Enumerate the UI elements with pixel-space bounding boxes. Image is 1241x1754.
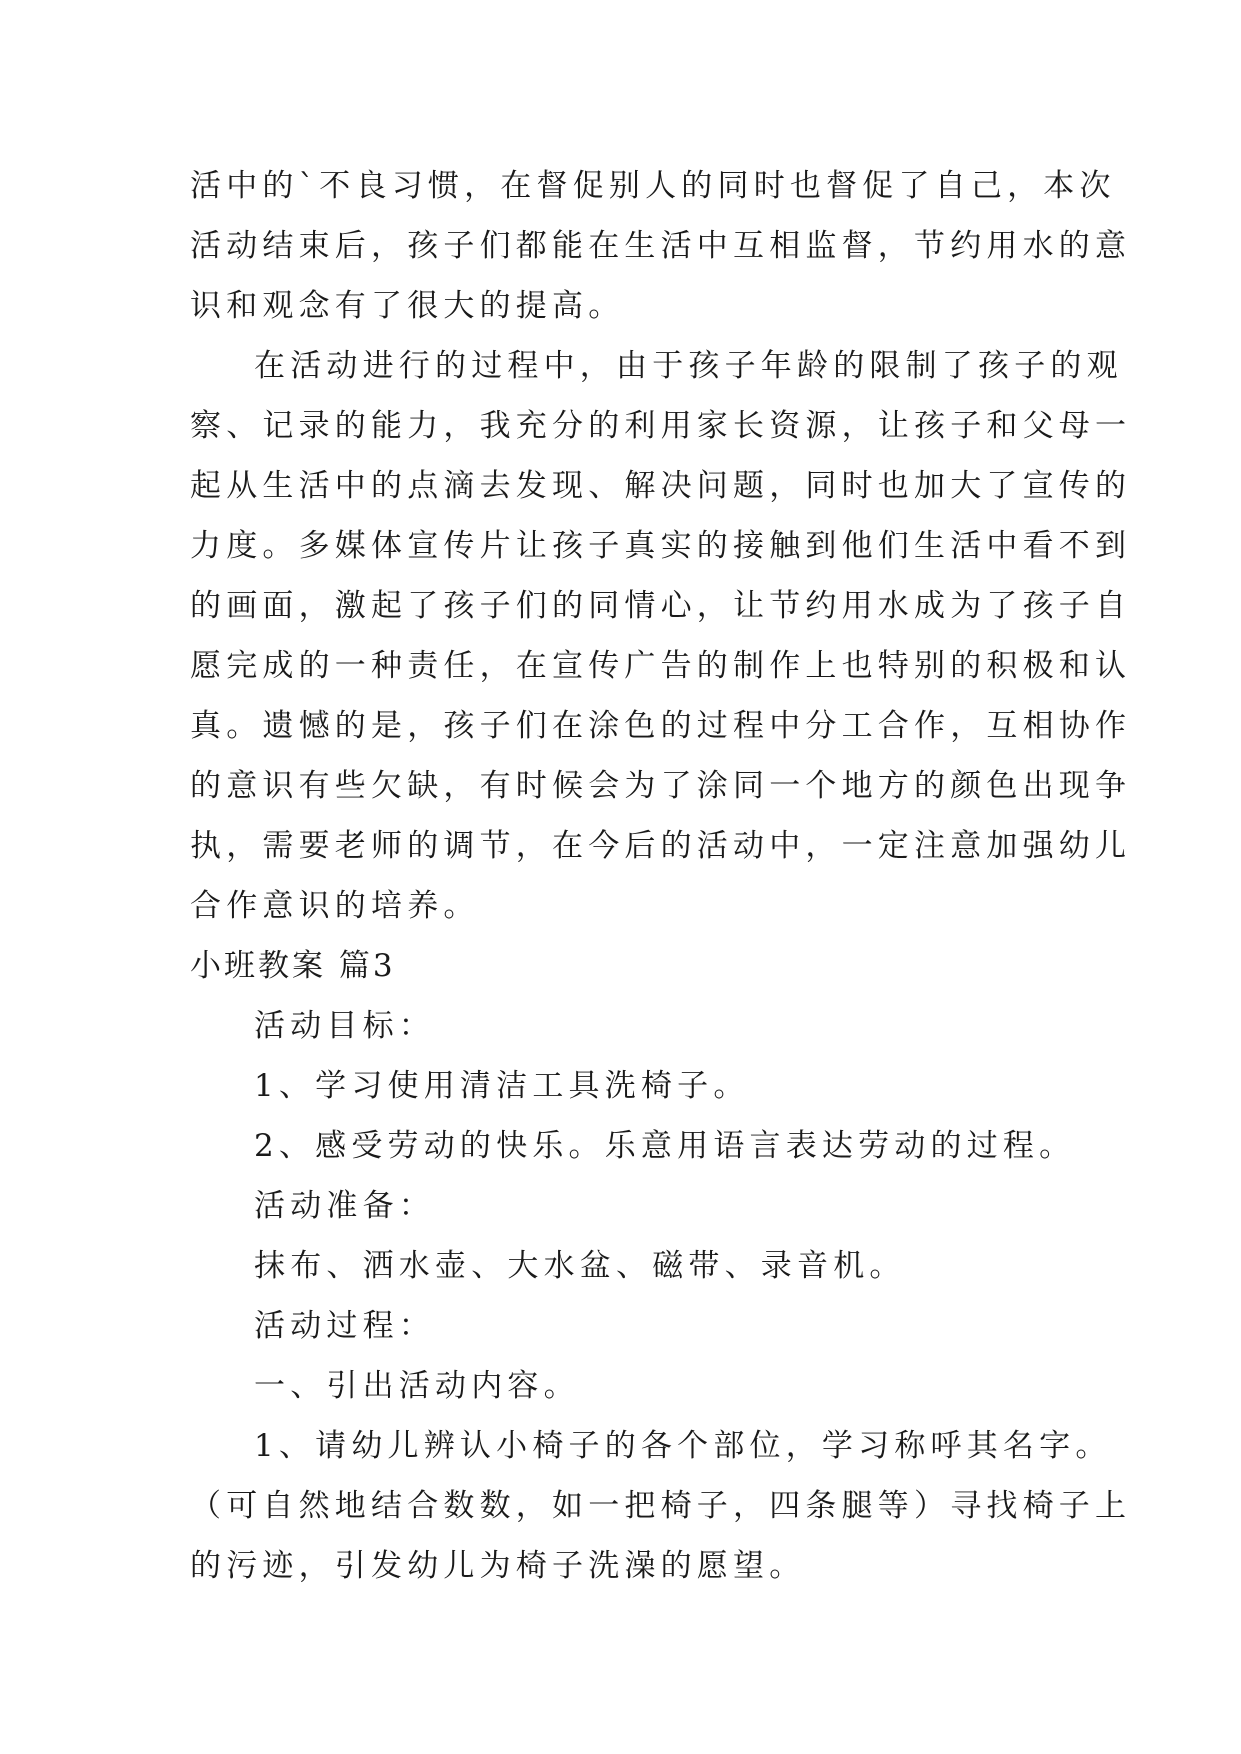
paragraph-line: 执，需要老师的调节，在今后的活动中，一定注意加强幼儿 — [190, 828, 1132, 864]
step-detail-line: 的污迹，引发幼儿为椅子洗澡的愿望。 — [190, 1548, 806, 1584]
step-title: 一、引出活动内容。 — [254, 1368, 580, 1404]
paragraph-line: 力度。多媒体宣传片让孩子真实的接触到他们生活中看不到 — [190, 528, 1132, 564]
goal-item: 2、感受劳动的快乐。乐意用语言表达劳动的过程。 — [254, 1128, 1076, 1164]
section-heading: 小班教案 篇3 — [190, 948, 396, 984]
paragraph-line: 在活动进行的过程中，由于孩子年龄的限制了孩子的观 — [254, 348, 1123, 384]
paragraph-line: 真。遗憾的是，孩子们在涂色的过程中分工合作，互相协作 — [190, 708, 1132, 744]
paragraph-line: 愿完成的一种责任，在宣传广告的制作上也特别的积极和认 — [190, 648, 1132, 684]
document-page — [190, 156, 1132, 1596]
process-label: 活动过程： — [254, 1308, 435, 1344]
paragraph-line: 识和观念有了很大的提高。 — [190, 288, 625, 324]
goal-item: 1、学习使用清洁工具洗椅子。 — [254, 1068, 750, 1104]
paragraph-line: 活中的`不良习惯，在督促别人的同时也督促了自己，本次 — [190, 168, 1116, 204]
step-detail-line: （可自然地结合数数，如一把椅子，四条腿等）寻找椅子上 — [190, 1488, 1132, 1524]
prep-items: 抹布、洒水壶、大水盆、磁带、录音机。 — [254, 1248, 906, 1284]
step-detail-line: 1、请幼儿辨认小椅子的各个部位，学习称呼其名字。 — [254, 1428, 1112, 1464]
paragraph-line: 的意识有些欠缺，有时候会为了涂同一个地方的颜色出现争 — [190, 768, 1132, 804]
prep-label: 活动准备： — [254, 1188, 435, 1224]
paragraph-line: 起从生活中的点滴去发现、解决问题，同时也加大了宣传的 — [190, 468, 1132, 504]
paragraph-line: 察、记录的能力，我充分的利用家长资源，让孩子和父母一 — [190, 408, 1132, 444]
goals-label: 活动目标： — [254, 1008, 435, 1044]
paragraph-line: 合作意识的培养。 — [190, 888, 480, 924]
paragraph-line: 的画面，激起了孩子们的同情心，让节约用水成为了孩子自 — [190, 588, 1132, 624]
paragraph-line: 活动结束后，孩子们都能在生活中互相监督，节约用水的意 — [190, 228, 1132, 264]
